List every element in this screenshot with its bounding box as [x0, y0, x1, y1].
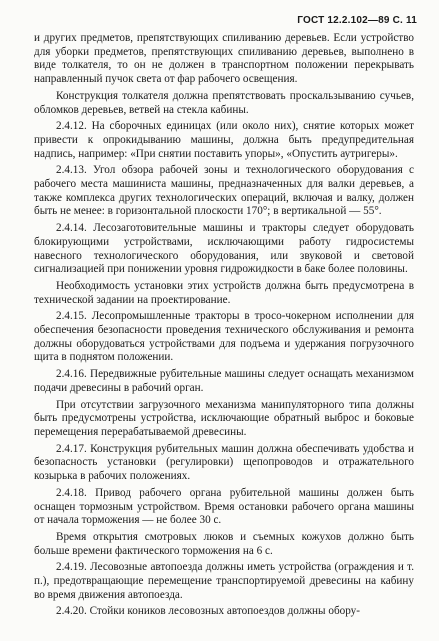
paragraph: 2.4.15. Лесопромышленные тракторы в тросо-чокерном исполнении для обеспечения безопасности проведения технического обслуживания и ремонта должны оборудоваться устройствами для подъема и удержания погрузочного щита в поднятом положении. [34, 310, 414, 364]
paragraph: 2.4.12. На сборочных единицах (или около них), снятие которых может привести к опрокидыванию машины, должна быть предупредительная надпись, например: «При снятии поставить упоры», «Опустить аутригеры». [34, 120, 414, 160]
paragraph: Необходимость установки этих устройств должна быть предусмотрена в технической задании на проектирование. [34, 279, 414, 306]
paragraph: Время открытия смотровых люков и съемных кожухов должно быть больше времени фактического торможения на 6 с. [34, 530, 414, 557]
paragraph: 2.4.19. Лесовозные автопоезда должны иметь устройства (ограждения и т. п.), предотвращающие перемещение транспортируемой древесины на кабину во время движения автопоезда. [34, 561, 414, 601]
paragraph: 2.4.20. Стойки коников лесовозных автопоездов должны обору- [56, 605, 360, 618]
paragraph: 2.4.18. Привод рабочего органа рубительной машины должен быть оснащен тормозным устройством. Время остановки рабочего органа машины от начала торможения — не более 30 с. [34, 486, 414, 527]
paragraph: 2.4.13. Угол обзора рабочей зоны и технологического оборудования с рабочего места машиниста машины, предназначенных для валки деревьев, а также комплекса других технологических операций, включая и валку, должен быть не менее: в горизонтальной плоскости 170°; в вертикальной — 55°. [34, 164, 414, 218]
paragraph: и других предметов, препятствующих спиливанию деревьев. Если устройство для уборки предметов, препятствующих спиливанию деревьев, выполнено в виде толкателя, то он не должен в транспортном положении перекрывать направленный пучок света от фар рабочего освещения. [34, 32, 414, 86]
paragraph: 2.4.17. Конструкция рубительных машин должна обеспечивать удобства и безопасность установки (регулировки) щепопроводов и отражательного козырька в рабочих положениях. [34, 442, 414, 483]
paragraph: При отсутствии загрузочного механизма манипуляторного типа должны быть предусмотрены устройства, исключающие обратный выброс и боковые перемещения перерабатываемой древесины. [34, 398, 414, 438]
page-header: ГОСТ 12.2.102—89 С. 11 [297, 15, 417, 26]
paragraph: Конструкция толкателя должна препятствовать проскальзыванию сучьев, обломков деревьев, ветвей на стекла кабины. [34, 89, 414, 116]
paragraph: 2.4.14. Лесозаготовительные машины и тракторы следует оборудовать блокирующими устройствами, исключающими работу гидросистемы навесного технологического оборудования, или звуковой и световой сигнализацией при понижении уровня гидрожидкости в баке более половины. [34, 222, 414, 276]
paragraph: 2.4.16. Передвижные рубительные машины следует оснащать механизмом подачи древесины в рабочий орган. [34, 368, 414, 394]
page-body [34, 32, 414, 622]
